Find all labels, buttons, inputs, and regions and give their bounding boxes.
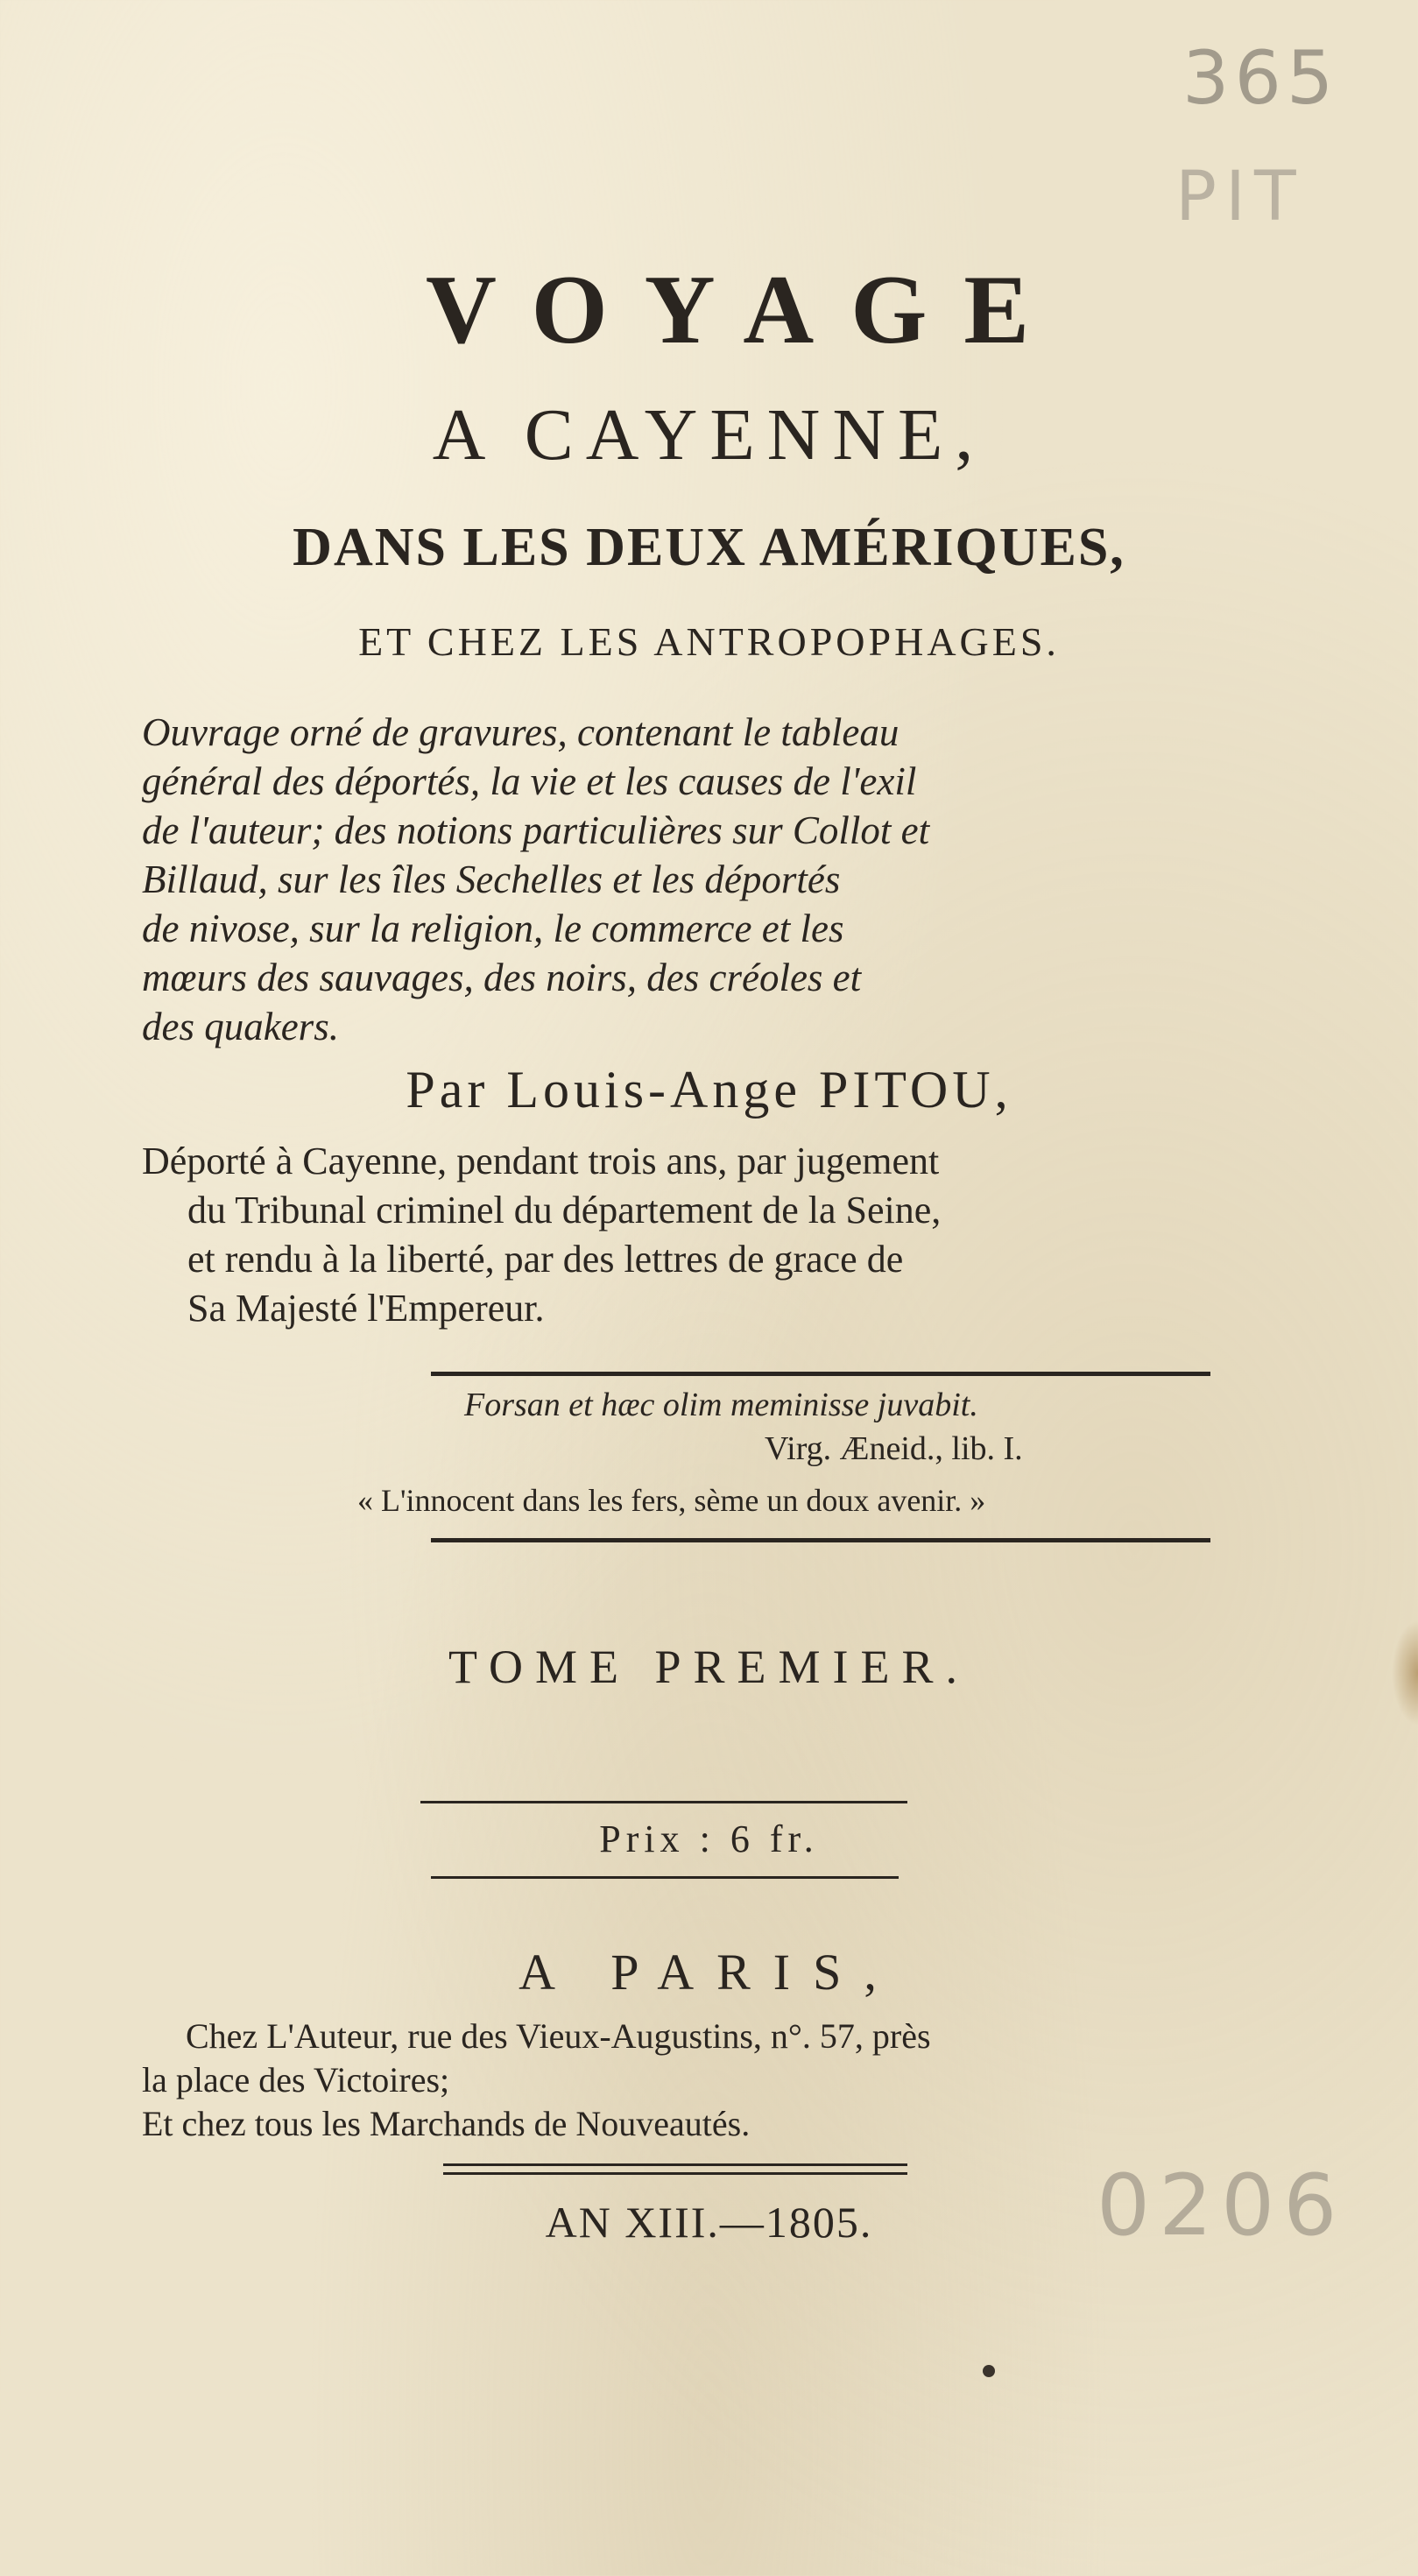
epigraph-quote: Forsan et hæc olim meminisse juvabit. — [464, 1387, 978, 1423]
description-line: des quakers. — [142, 1005, 339, 1048]
title-antropophages: ET CHEZ LES ANTROPOPHAGES. — [358, 619, 1060, 664]
price-label: Prix : 6 fr. — [599, 1817, 819, 1860]
imprint-date: AN XIII.—1805. — [545, 2198, 873, 2247]
deportation-note — [142, 1137, 941, 1333]
description-line: mœurs des sauvages, des noirs, des créoles et — [142, 956, 862, 999]
price-bottom-rule — [431, 1876, 899, 1879]
handwritten-inventory-number: 0206 — [1097, 2156, 1346, 2255]
volume-label: TOME PREMIER. — [448, 1641, 970, 1693]
handwritten-shelfmark-letters: PIT — [1175, 158, 1305, 236]
description-line: de nivose, sur la religion, le commerce et les — [142, 907, 844, 950]
description-block — [142, 708, 1280, 1051]
title-ameriques: DANS LES DEUX AMÉRIQUES, — [293, 518, 1125, 577]
description-line: général des déportés, la vie et les causes de l'exil — [142, 759, 917, 803]
title-cayenne: A CAYENNE, — [432, 394, 986, 476]
author-line: Par Louis-Ange PITOU, — [406, 1061, 1012, 1119]
deportation-line: du Tribunal criminel du département de la Seine, — [187, 1189, 942, 1232]
address-line: Chez L'Auteur, rue des Vieux-Augustins, n°. 57, près — [186, 2016, 931, 2056]
date-top-rule-2 — [443, 2172, 907, 2175]
imprint-address — [142, 2015, 931, 2146]
deportation-line: Déporté à Cayenne, pendant trois ans, par jugement — [142, 1140, 940, 1182]
epigraph-top-rule — [431, 1372, 1210, 1376]
edge-stain — [1392, 1620, 1418, 1726]
description-line: Ouvrage orné de gravures, contenant le tableau — [142, 710, 899, 754]
epigraph-motto: « L'innocent dans les fers, sème un doux avenir. » — [357, 1483, 986, 1518]
imprint-city: A PARIS, — [519, 1944, 899, 2001]
description-line: Billaud, sur les îles Sechelles et les déportés — [142, 857, 841, 901]
address-line: Et chez tous les Marchands de Nouveautés. — [142, 2104, 751, 2143]
title-voyage: VOYAGE — [425, 256, 1067, 364]
deportation-line: Sa Majesté l'Empereur. — [187, 1287, 545, 1330]
epigraph-bottom-rule — [431, 1538, 1210, 1542]
price-top-rule — [420, 1801, 907, 1803]
address-line: la place des Victoires; — [142, 2060, 450, 2100]
date-top-rule-1 — [443, 2163, 907, 2166]
deportation-line: et rendu à la liberté, par des lettres de grace de — [187, 1238, 904, 1281]
epigraph-source: Virg. Æneid., lib. I. — [765, 1430, 1023, 1467]
ink-spot — [983, 2365, 995, 2377]
description-line: de l'auteur; des notions particulières sur Collot et — [142, 808, 930, 852]
handwritten-shelfmark-number: 365 — [1182, 35, 1339, 121]
